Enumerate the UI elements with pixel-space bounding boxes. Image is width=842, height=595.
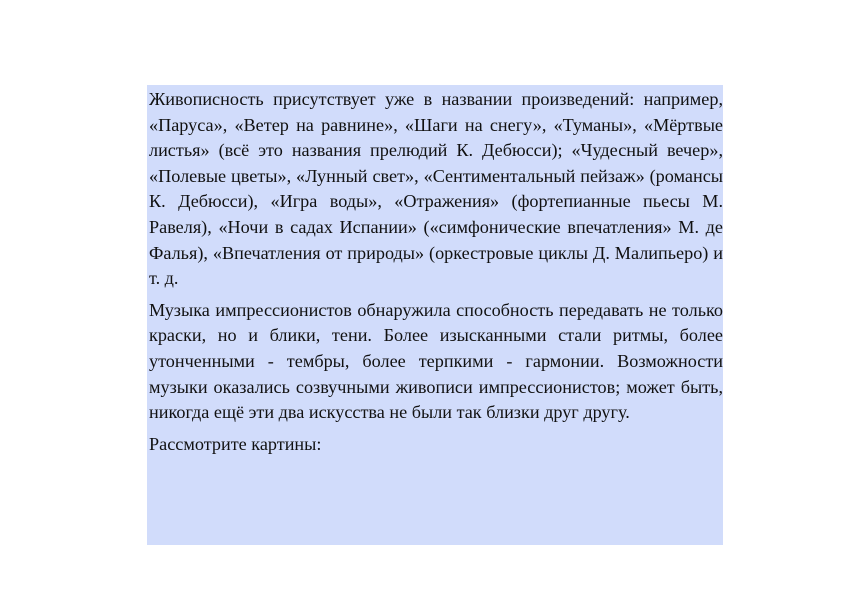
paragraph-titles: Живописность присутствует уже в названии произведений: например, «Паруса», «Ветер на равнине», «Шаги на снегу», «Туманы», «Мёртвые листья» (всё это названия прелюдий К. Дебюсси); «Чудесный вечер», «Полевые цветы», «Лунный свет», «Сентиментальный пейзаж» (романсы К. Дебюсси), «Игра воды», «Отражения» (фортепианные пьесы М. Равеля), «Ночи в садах Испании» («симфонические впечатления» М. де Фалья), «Впечатления от природы» (оркестровые циклы Д. Малипьеро) и т. д. [149, 89, 723, 289]
paragraph-look-at-paintings: Рассмотрите картины: [149, 433, 322, 454]
highlighted-text-block [147, 85, 723, 545]
paragraph-impressionist-music: Музыка импрессионистов обнаружила способность передавать не только краски, но и блики, тени. Более изысканными стали ритмы, более утонченными - тембры, более терпкими - гармонии. Возможности музыки оказались созвучными живописи импрессионистов; может быть, никогда ещё эти два искусства не были так близки друг другу. [149, 299, 723, 423]
